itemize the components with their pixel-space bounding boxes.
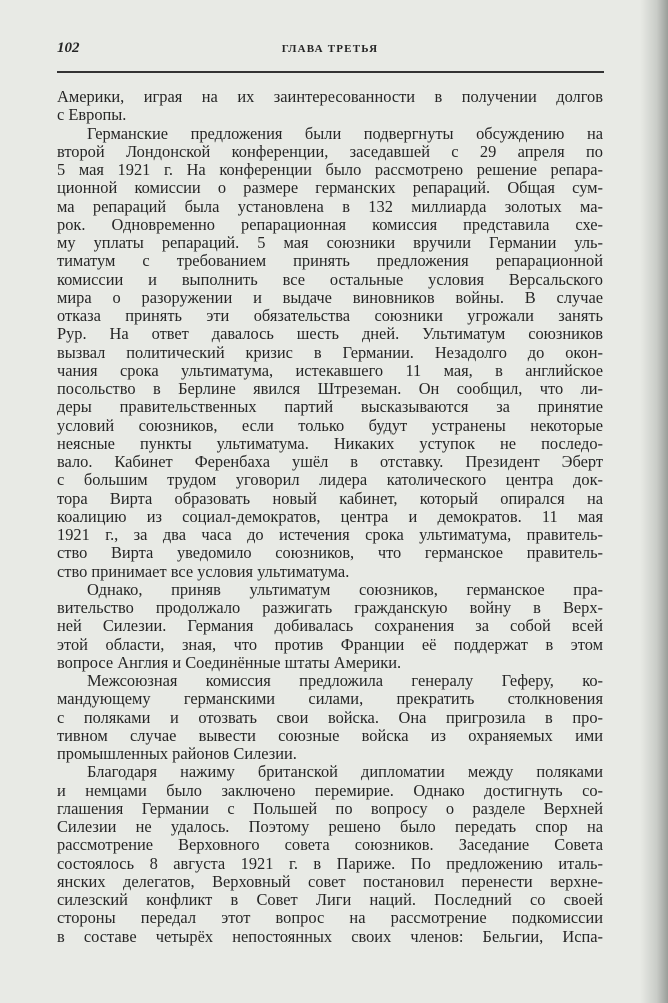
text-line: Благодаря нажиму британской дипломатии между поляками bbox=[87, 762, 603, 782]
paragraph bbox=[57, 581, 603, 672]
text-line: тивном случае вывести союзные войска из охраняемых ими bbox=[57, 725, 603, 745]
text-line: тора Вирта образовать новый кабинет, который опирался на bbox=[57, 488, 603, 508]
text-line: вало. Кабинет Ференбаха ушёл в отставку. Президент Эберт bbox=[57, 452, 603, 471]
text-line: с большим трудом уговорил лидера католического центра док- bbox=[57, 470, 603, 490]
text-line: Силезии не удалось. Поэтому решено было передать спор на bbox=[57, 817, 603, 836]
text-line: Германские предложения были подвергнуты обсуждению на bbox=[87, 123, 603, 143]
text-line: тиматум с требованием принять предложения репарационной bbox=[57, 251, 603, 271]
text-line: вопросе Англия и Соединённые штаты Америки. bbox=[57, 652, 402, 672]
page-edge-shadow bbox=[640, 0, 668, 1003]
text-line: силезский конфликт в Совет Лиги наций. Последний со своей bbox=[57, 890, 603, 909]
text-line: вызвал политический кризис в Германии. Незадолго до окон- bbox=[57, 342, 603, 362]
text-line: Межсоюзная комиссия предложила генералу Геферу, ко- bbox=[87, 671, 603, 690]
text-line: мира о разоружении и выдаче виновников войны. В случае bbox=[57, 287, 603, 307]
text-line: коалицию из социал-демократов, центра и демократов. 11 мая bbox=[57, 506, 603, 526]
text-line: рок. Одновременно репарационная комиссия представила схе- bbox=[57, 214, 603, 234]
text-line: ционной комиссии о размере германских репараций. Общая сум- bbox=[57, 178, 603, 198]
text-line: Америки, играя на их заинтересованности в получении долгов bbox=[57, 87, 603, 106]
text-line: чания срока ультиматума, истекавшего 11 мая, в английское bbox=[57, 360, 603, 380]
paragraph bbox=[57, 672, 603, 763]
text-line: ней Силезии. Германия добивалась сохранения за собой всей bbox=[57, 616, 603, 636]
text-line: вительство продолжало разжигать гражданскую войну в Верх- bbox=[57, 598, 603, 617]
text-line: состоялось 8 августа 1921 г. в Париже. По предложению италь- bbox=[57, 853, 603, 873]
text-line: этой области, зная, что против Франции её поддержат в этом bbox=[57, 634, 603, 654]
text-line: с поляками и отозвать свои войска. Она пригрозила в про- bbox=[57, 707, 603, 727]
text-line: мандующему германскими силами, прекратить столкновения bbox=[57, 689, 603, 709]
text-line: ма репараций была установлена в 132 миллиарда золотых ма- bbox=[57, 196, 603, 216]
text-line: с Европы. bbox=[57, 105, 127, 125]
text-line: 5 мая 1921 г. На конференции было рассмотрено решение репара- bbox=[57, 160, 603, 179]
paragraph bbox=[57, 125, 603, 581]
page-body bbox=[57, 88, 603, 946]
page-header bbox=[57, 40, 603, 60]
text-line: Однако, приняв ультиматум союзников, германское пра- bbox=[87, 579, 603, 599]
text-line: 1921 г., за два часа до истечения срока ультиматума, правитель- bbox=[57, 525, 603, 544]
text-line: неясные пункты ультиматума. Никаких уступок не последо- bbox=[57, 433, 603, 453]
text-line: второй Лондонской конференции, заседавшей с 29 апреля по bbox=[57, 141, 603, 161]
paragraph bbox=[57, 763, 603, 946]
text-line: условий союзников, если только будут устранены некоторые bbox=[57, 415, 603, 435]
text-line: промышленных районов Силезии. bbox=[57, 744, 297, 763]
text-line: му уплаты репараций. 5 мая союзники вручили Германии уль- bbox=[57, 233, 603, 252]
header-rule bbox=[57, 71, 604, 73]
text-line: янских делегатов, Верховный совет постановил перенести верхне- bbox=[57, 871, 603, 891]
text-line: ство принимает все условия ультиматума. bbox=[57, 561, 350, 581]
text-line: деры правительственных партий высказываются за принятие bbox=[57, 397, 603, 417]
text-line: комиссии и выполнить все остальные условия Версальского bbox=[57, 269, 603, 289]
text-line: рассмотрение Верховного совета союзников. Заседание Совета bbox=[57, 835, 603, 855]
text-line: ство Вирта уведомило союзников, что германское правитель- bbox=[57, 543, 603, 563]
text-line: в составе четырёх непостоянных своих членов: Бельгии, Испа- bbox=[57, 926, 603, 946]
paragraph bbox=[57, 88, 603, 125]
text-line: Рур. На ответ давалось шесть дней. Ультиматум союзников bbox=[57, 324, 603, 344]
text-line: посольство в Берлине явился Штреземан. Он сообщил, что ли- bbox=[57, 379, 603, 398]
text-line: отказа принять эти обязательства союзники угрожали занять bbox=[57, 306, 603, 325]
text-line: и немцами было заключено перемирие. Однако достигнуть со- bbox=[57, 780, 603, 800]
page-number: 102 bbox=[57, 40, 80, 56]
text-line: стороны передал этот вопрос на рассмотрение подкомиссии bbox=[57, 908, 603, 928]
running-head: ГЛАВА ТРЕТЬЯ bbox=[281, 43, 379, 55]
text-line: глашения Германии с Польшей по вопросу о разделе Верхней bbox=[57, 798, 603, 818]
